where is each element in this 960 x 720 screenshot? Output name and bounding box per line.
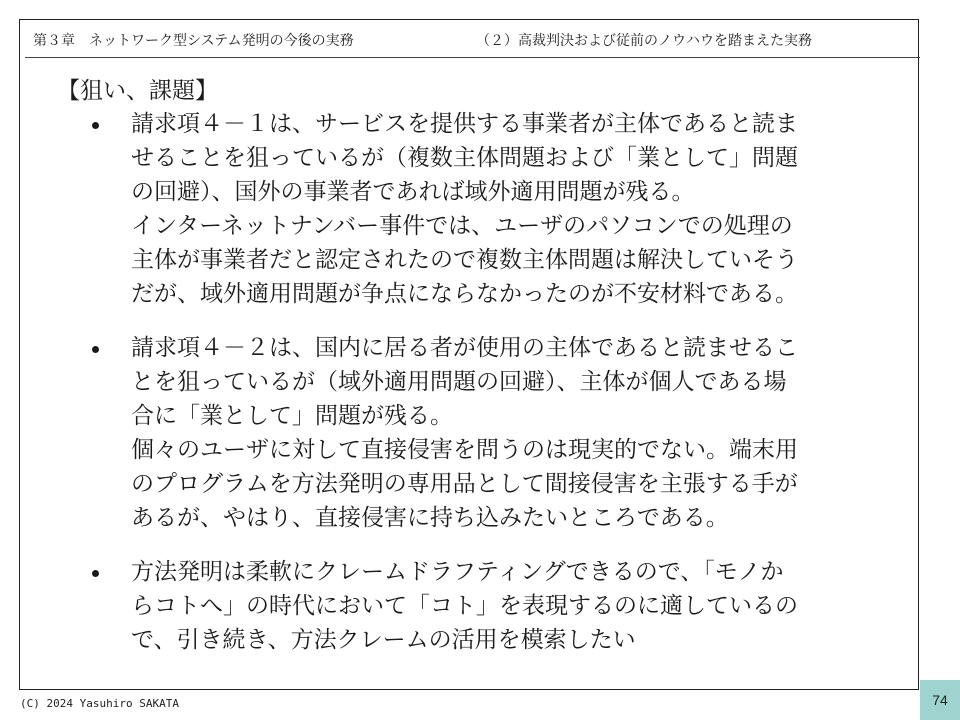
text-line: で、引き続き、方法クレームの活用を模索したい <box>131 627 636 653</box>
bullet-icon <box>92 122 99 129</box>
text-line: とを狙っているが（域外適用問題の回避）、主体が個人である場 <box>131 369 787 395</box>
slide-header <box>29 30 909 52</box>
text-line: 合に「業として」問題が残る。 <box>131 403 453 429</box>
bullet-text <box>131 331 921 535</box>
copyright-notice: (C) 2024 Yasuhiro SAKATA <box>20 697 179 710</box>
chapter-title: 第３章 ネットワーク型システム発明の今後の実務 <box>33 33 354 49</box>
text-line: らコトへ」の時代において「コト」を表現するのに適しているの <box>131 593 798 619</box>
text-line: 方法発明は柔軟にクレームドラフティングできるので、「モノか <box>131 559 784 585</box>
bullet-icon <box>92 346 99 353</box>
text-line: 個々のユーザに対して直接侵害を問うのは現実的でない。端末用 <box>131 437 798 463</box>
text-line: のプログラムを方法発明の専用品として間接侵害を主張する手が <box>131 471 798 497</box>
section-title: （２）高裁判決および従前のノウハウを踏まえた実務 <box>476 33 812 49</box>
page-number-badge: 74 <box>920 680 960 720</box>
slide-heading: 【狙い、課題】 <box>57 78 218 104</box>
header-divider <box>25 57 920 58</box>
text-line: インターネットナンバー事件では、ユーザのパソコンでの処理の <box>131 213 793 239</box>
text-line: せることを狙っているが（複数主体問題および「業として」問題 <box>131 145 798 171</box>
text-line: の回避）、国外の事業者であれば域外適用問題が残る。 <box>131 179 695 205</box>
text-line: 主体が事業者だと認定されたので複数主体問題は解決していそう <box>131 247 798 273</box>
text-line: あるが、やはり、直接侵害に持ち込みたいところである。 <box>131 505 729 531</box>
bullet-text <box>131 107 921 311</box>
text-line: 請求項４－２は、国内に居る者が使用の主体であると読ませるこ <box>131 335 798 361</box>
text-line: だが、域外適用問題が争点にならなかったのが不安材料である。 <box>131 281 798 307</box>
bullet-icon <box>92 570 99 577</box>
bullet-text <box>131 555 921 657</box>
text-line: 請求項４－１は、サービスを提供する事業者が主体であると読ま <box>131 111 798 137</box>
